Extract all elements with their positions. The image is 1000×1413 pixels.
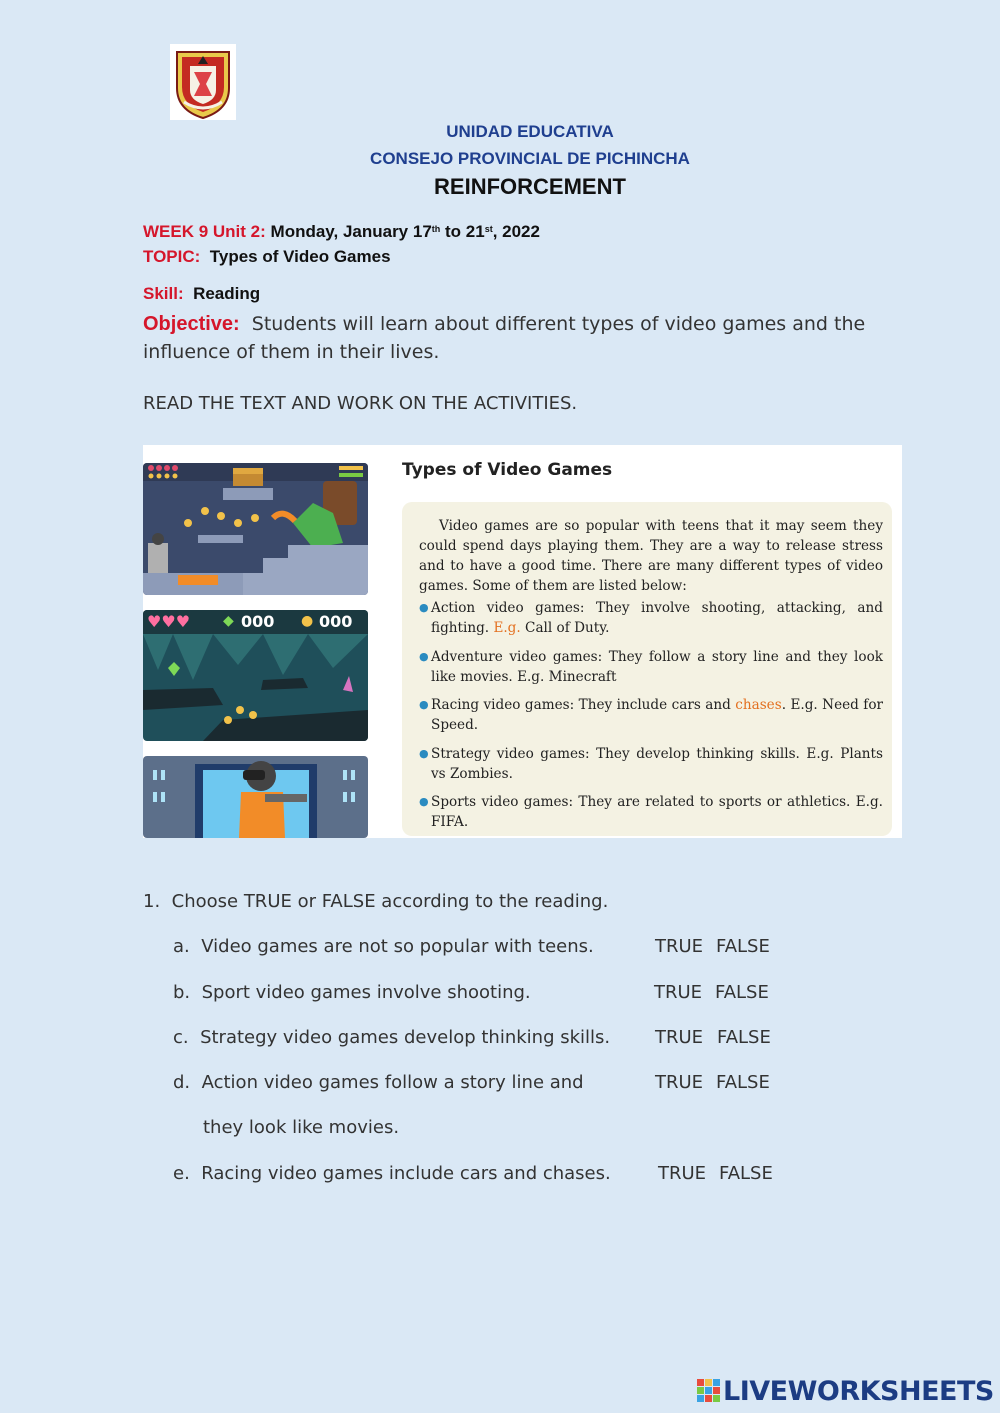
true-option-b[interactable]: TRUE	[654, 982, 703, 1003]
coin-icon: ●	[301, 613, 314, 629]
skill-line	[143, 284, 260, 304]
reading-instruction: READ THE TEXT AND WORK ON THE ACTIVITIES.	[143, 393, 578, 414]
reading-panel	[143, 445, 902, 838]
skill-value: Reading	[193, 284, 261, 303]
week-label: WEEK 9 Unit 2:	[143, 222, 266, 241]
topic-line	[143, 247, 391, 267]
brand-text: LIVEWORKSHEETS	[723, 1376, 994, 1407]
bullet-icon: ●	[419, 795, 429, 808]
list-item: ● Racing video games: They include cars and chases. E.g. Need for Speed.	[419, 697, 884, 733]
bullet-icon: ●	[419, 601, 429, 614]
cave-game-illustration	[143, 610, 368, 741]
objective-paragraph	[143, 310, 903, 366]
reading-intro: Video games are so popular with teens that it may seem they could spend days playing them. They are a way to release stress and to have a good time. There are many different types of video games. Some of them are listed below:	[419, 518, 883, 594]
topic-label: TOPIC:	[143, 247, 201, 266]
bullet-icon: ●	[419, 649, 429, 663]
question-a: a. Video games are not so popular with teens.	[173, 936, 594, 957]
game-types-list	[419, 598, 883, 832]
platform-game-illustration	[143, 463, 368, 595]
false-option-e[interactable]: FALSE	[719, 1163, 773, 1184]
list-item: ● Sports video games: They are related to sports or athletics. E.g. FIFA.	[419, 794, 883, 830]
coin-counter: 000	[319, 612, 353, 631]
gem-counter: 000	[241, 612, 275, 631]
gem-icon: ◆	[223, 613, 234, 629]
objective-label: Objective:	[143, 313, 240, 335]
objective-text: Students will learn about different types of video games and the influence of them in their lives.	[143, 313, 866, 363]
date-text: Monday, January 17th to 21st, 2022	[270, 222, 540, 241]
exercise-instruction: 1. Choose TRUE or FALSE according to the reading.	[143, 891, 609, 912]
heart-icon: ♥♥♥	[147, 612, 191, 631]
skill-label: Skill:	[143, 284, 184, 303]
question-d-continuation: they look like movies.	[203, 1117, 400, 1138]
school-name-line1: UNIDAD EDUCATIVA	[446, 122, 614, 141]
reading-title: Types of Video Games	[402, 460, 613, 480]
topic-value: Types of Video Games	[209, 247, 391, 266]
false-option-b[interactable]: FALSE	[715, 982, 769, 1003]
true-option-d[interactable]: TRUE	[655, 1072, 704, 1093]
liveworksheets-logo-icon	[697, 1379, 721, 1403]
school-name-line2: CONSEJO PROVINCIAL DE PICHINCHA	[370, 149, 690, 168]
question-b: b. Sport video games involve shooting.	[173, 982, 531, 1003]
true-option-a[interactable]: TRUE	[655, 936, 704, 957]
list-item: ● Action video games: They involve shooting, attacking, and fighting. E.g. Call of Duty.	[419, 600, 883, 636]
school-crest-logo	[170, 44, 236, 120]
bullet-icon: ●	[419, 698, 429, 711]
document-title: REINFORCEMENT	[434, 174, 626, 199]
false-option-a[interactable]: FALSE	[716, 936, 770, 957]
liveworksheets-brand	[697, 1376, 994, 1407]
list-item: ● Strategy video games: They develop thinking skills. E.g. Plants vs Zombies.	[419, 745, 883, 782]
question-d: d. Action video games follow a story line and	[173, 1072, 584, 1093]
bullet-icon: ●	[419, 746, 429, 760]
false-option-d[interactable]: FALSE	[716, 1072, 770, 1093]
week-line	[143, 222, 540, 242]
reading-text-box	[402, 502, 892, 836]
question-c: c. Strategy video games develop thinking skills.	[173, 1027, 611, 1048]
true-option-e[interactable]: TRUE	[658, 1163, 707, 1184]
question-e: e. Racing video games include cars and chases.	[173, 1163, 611, 1184]
false-option-c[interactable]: FALSE	[717, 1027, 771, 1048]
vr-player-illustration	[143, 756, 368, 838]
true-option-c[interactable]: TRUE	[655, 1027, 704, 1048]
list-item: ● Adventure video games: They follow a story line and they look like movies. E.g. Minecraft	[419, 648, 883, 685]
